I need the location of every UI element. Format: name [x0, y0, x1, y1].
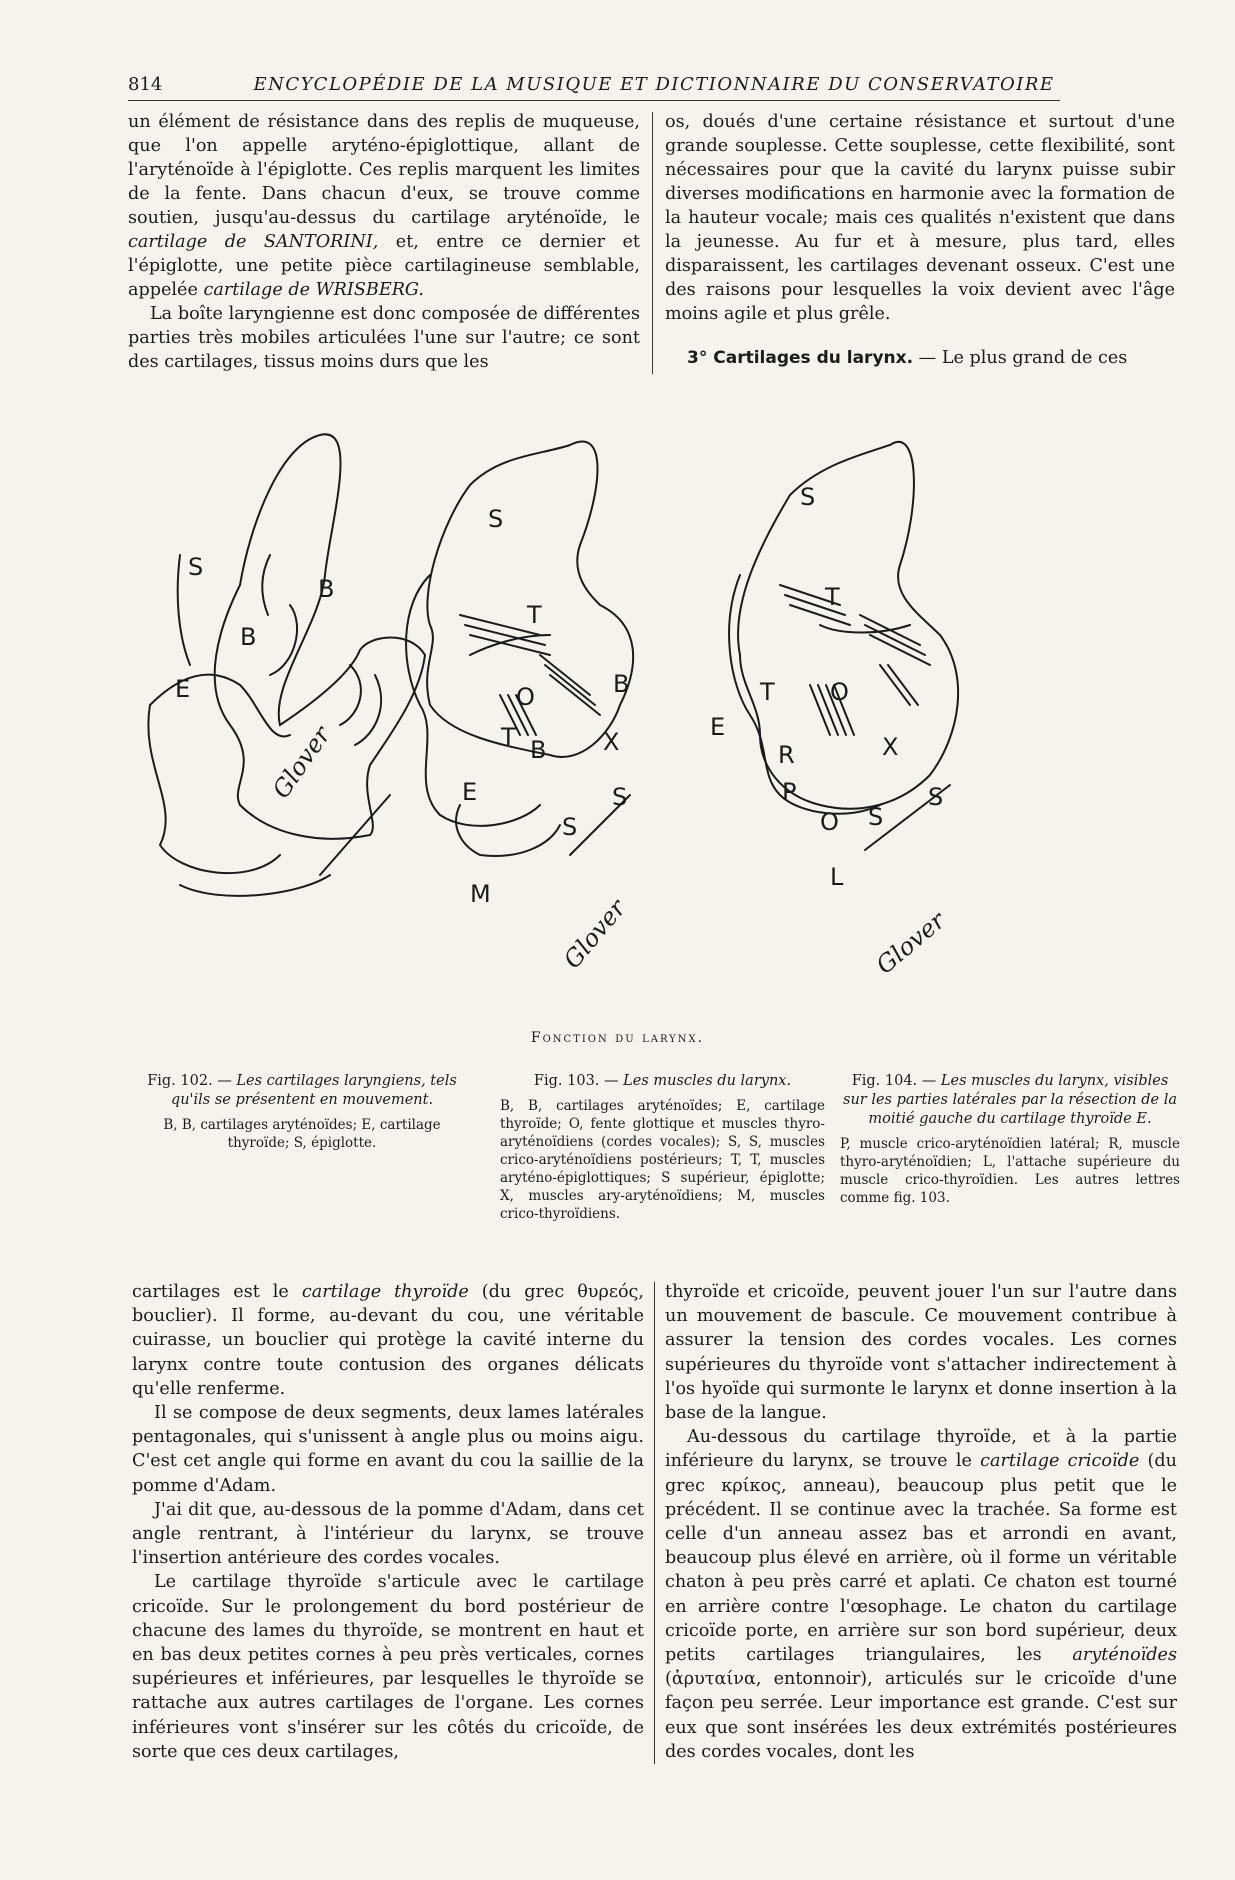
running-title: ENCYCLOPÉDIE DE LA MUSIQUE ET DICTIONNAIRE DU CONSERVATOIRE	[253, 74, 1055, 95]
page-number: 814	[128, 74, 163, 95]
label-O: O	[820, 808, 839, 836]
label-E: E	[710, 713, 726, 741]
label-B: B	[530, 736, 547, 764]
section-heading: 3° Cartilages du larynx. — Le plus grand de ces	[687, 348, 1128, 368]
top-left-column	[128, 110, 640, 374]
label-E: E	[175, 675, 191, 703]
paragraph: J'ai dit que, au-dessous de la pomme d'Adam, dans cet angle rentrant, à l'intérieur du larynx, se trouve l'insertion antérieure des cordes vocales.	[132, 1499, 644, 1569]
caption-fig103: Fig. 103. — Les muscles du larynx. B, B, cartilages aryténoïdes; E, cartilage thyroïde; O, fente glottique et muscles thyro-aryténoïdiens (cordes vocales); S, S, muscles crico-aryténoïdiens postérieurs; T, T, muscles aryténo-épiglottiques; S supérieur, épiglotte; X, muscles ary-aryténoïdiens; M, muscles crico-thyroïdiens.	[500, 1073, 825, 1222]
fig103-drawing	[406, 441, 633, 855]
fig102-drawing	[148, 434, 425, 896]
column-divider	[654, 1282, 655, 1764]
label-R: R	[778, 741, 795, 769]
label-X: X	[603, 728, 620, 756]
column-divider	[652, 112, 653, 374]
top-right-column	[665, 110, 1175, 370]
label-P: P	[782, 778, 797, 806]
label-B: B	[613, 670, 630, 698]
label-O: O	[516, 683, 535, 711]
label-X: X	[882, 733, 899, 761]
bottom-left-column	[132, 1280, 644, 1764]
label-T: T	[760, 678, 775, 706]
figure-title: Fonction du larynx.	[530, 1030, 705, 1046]
label-S: S	[868, 803, 884, 831]
caption-fig102: Fig. 102. — Les cartilages laryngiens, tels qu'ils se présentent en mouvement. B, B, cartilages aryténoïdes; E, cartilage thyroïde; S, épiglotte.	[147, 1073, 457, 1151]
label-B: B	[240, 623, 257, 651]
paragraph: os, doués d'une certaine résistance et surtout d'une grande souplesse. Cette souplesse, cette flexibilité, sont nécessaires pour que la cavité du larynx puisse subir diverses modifications en harmonie avec la formation de la hauteur vocale; mais ces qualités n'existent que dans la jeunesse. Au fur et à mesure, plus tard, elles disparaissent, les cartilages devenant osseux. C'est une des raisons pour lesquelles la voix devient avec l'âge moins agile et plus grêle.	[665, 112, 1175, 324]
label-S: S	[188, 553, 204, 581]
label-S: S	[562, 813, 578, 841]
label-M: M	[470, 880, 491, 908]
paragraph: Il se compose de deux segments, deux lames latérales pentagonales, qui s'unissent à angle plus ou moins aigu. C'est cet angle qui forme en avant du cou la saillie de la pomme d'Adam.	[132, 1403, 644, 1496]
paragraph: un élément de résistance dans des replis de muqueuse, que l'on appelle aryténo-épiglottique, allant de l'aryténoïde à l'épiglotte. Ces replis marquent les limites de la fente. Dans chacun d'eux, se trouve comme soutien, jusqu'au-dessus du cartilage aryténoïde, le cartilage de SANTORINI, et, entre ce dernier et l'épiglotte, une petite pièce cartilagineuse semblable, appelée cartilage de WRISBERG.	[128, 112, 640, 300]
larynx-figure	[120, 405, 1190, 1025]
label-L: L	[830, 863, 844, 891]
artist-signature: Glover	[266, 721, 337, 804]
label-S: S	[488, 505, 504, 533]
paragraph: Au-dessous du cartilage thyroïde, et à la partie inférieure du larynx, se trouve le cartilage cricoïde (du grec κρίκος, anneau), beaucoup plus petit que le précédent. Il se continue avec la trachée. Sa forme est celle d'un anneau assez bas et arrondi en avant, beaucoup plus élevé en arrière, où il forme un véritable chaton à peu près carré et aplati. Ce chaton est tourné en arrière contre l'œsophage. Le chaton du cartilage cricoïde porte, en arrière sur son bord supérieur, deux petits cartilages triangulaires, les aryténoïdes (ἀρυταίνα, entonnoir), articulés sur le cricoïde d'une façon peu serrée. Leur importance est grande. C'est sur eux que sont insérées les deux extrémités postérieures des cordes vocales, dont les	[665, 1427, 1177, 1762]
label-S: S	[800, 483, 816, 511]
paragraph: cartilages est le cartilage thyroïde (du grec θυρεός, bouclier). Il forme, au-devant du cou, une véritable cuirasse, un bouclier qui protège la cavité interne du larynx contre toute contusion des organes délicats qu'elle renferme.	[132, 1282, 644, 1399]
page-header	[128, 70, 1060, 101]
caption-fig104: Fig. 104. — Les muscles du larynx, visibles sur les parties latérales par la résection de la moitié gauche du cartilage thyroïde E. P, muscle crico-aryténoïdien latéral; R, muscle thyro-aryténoïdien; L, l'attache supérieure du muscle crico-thyroïdien. Les autres lettres comme fig. 103.	[840, 1073, 1180, 1206]
paragraph: La boîte laryngienne est donc composée de différentes parties très mobiles articulées l'une sur l'autre; ce sont des cartilages, tissus moins durs que les	[128, 304, 640, 372]
label-T: T	[501, 723, 516, 751]
label-S: S	[612, 783, 628, 811]
label-T: T	[527, 601, 542, 629]
paragraph: Le cartilage thyroïde s'articule avec le cartilage cricoïde. Sur le prolongement du bord postérieur de chacune des lames du thyroïde, se montrent en haut et en bas deux petites cornes à peu près verticales, cornes supérieures et inférieures, par lesquelles le thyroïde se rattache aux autres cartilages de l'organe. Les cornes inférieures vont s'insérer sur les côtés du cricoïde, de sorte que ces deux cartilages,	[132, 1572, 644, 1762]
artist-signature: Glover	[558, 894, 632, 974]
label-T: T	[825, 583, 840, 611]
label-O: O	[830, 678, 849, 706]
larynx-illustrations	[120, 405, 1190, 1025]
paragraph: thyroïde et cricoïde, peuvent jouer l'un sur l'autre dans un mouvement de bascule. Ce mouvement contribue à assurer la tension des cordes vocales. Les cornes supérieures du thyroïde vont s'attacher indirectement à l'os hyoïde qui surmonte le larynx et donne insertion à la base de la langue.	[665, 1282, 1177, 1424]
artist-signature: Glover	[870, 906, 951, 980]
label-E: E	[462, 778, 478, 806]
fig104-drawing	[729, 442, 958, 814]
label-B: B	[318, 575, 335, 603]
bottom-right-column	[665, 1280, 1177, 1764]
label-S: S	[928, 783, 944, 811]
